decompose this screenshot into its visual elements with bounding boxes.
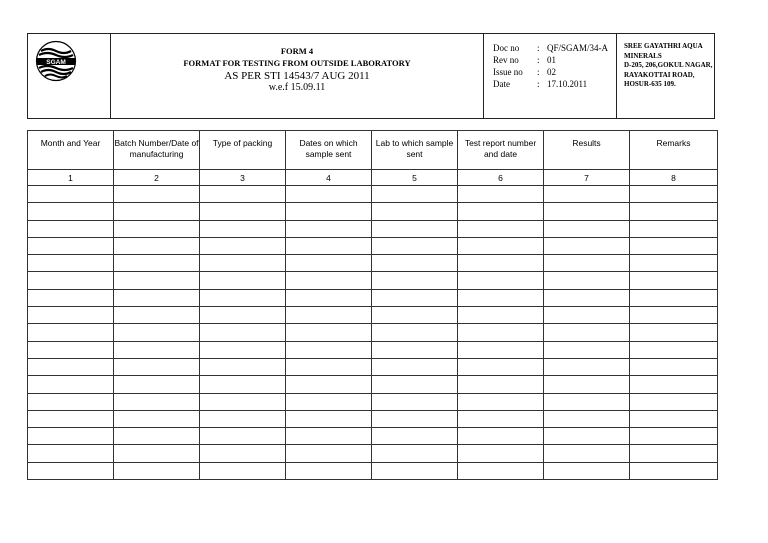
form-number: FORM 4 [280,46,314,56]
table-cell [458,445,544,462]
table-cell [200,272,286,289]
table-cell [458,186,544,203]
table-cell [114,186,200,203]
table-cell [372,324,458,341]
table-cell [544,376,630,393]
column-header: Batch Number/Date of manufacturing [114,131,200,170]
table-cell [372,393,458,410]
column-number: 5 [372,170,458,186]
table-cell [286,393,372,410]
table-row [28,272,718,289]
table-cell [458,393,544,410]
address-line: SREE GAYATHRI AQUA [624,42,703,50]
sgam-logo-icon [35,40,77,82]
table-cell [544,237,630,254]
doc-info-row [493,43,608,53]
table-cell [286,445,372,462]
table-cell [114,358,200,375]
table-cell [458,428,544,445]
table-cell [200,186,286,203]
table-cell [458,255,544,272]
table-cell [544,220,630,237]
doc-info-row [493,79,587,89]
column-header: Results [544,131,630,170]
table-row [28,237,718,254]
table-row [28,220,718,237]
table-cell [630,376,718,393]
table-cell [372,358,458,375]
table-row [28,341,718,358]
table-cell [544,358,630,375]
column-number: 2 [114,170,200,186]
form-header [27,33,715,119]
table-header-row [28,131,718,170]
table-cell [286,237,372,254]
table-cell [630,410,718,427]
table-cell [372,186,458,203]
table-cell [200,255,286,272]
table-cell [200,341,286,358]
table-cell [544,428,630,445]
column-header: Dates on which sample sent [286,131,372,170]
table-cell [28,203,114,220]
table-cell [372,272,458,289]
table-cell [286,324,372,341]
table-cell [286,220,372,237]
table-cell [286,462,372,479]
doc-info-separator: : [537,43,540,53]
doc-info-label: Issue no [493,67,523,77]
table-cell [630,393,718,410]
table-row [28,358,718,375]
table-cell [28,445,114,462]
table-cell [286,341,372,358]
table-cell [200,237,286,254]
column-number: 8 [630,170,718,186]
table-cell [458,237,544,254]
table-cell [458,289,544,306]
doc-info-value: QF/SGAM/34-A [547,43,609,53]
table-cell [200,428,286,445]
table-cell [630,289,718,306]
table-cell [630,237,718,254]
table-cell [630,428,718,445]
table-cell [458,376,544,393]
column-header: Remarks [630,131,718,170]
address-line: RAYAKOTTAI ROAD, [624,70,695,79]
table-cell [114,307,200,324]
address-line: MINERALS [624,51,662,60]
table-cell [114,220,200,237]
table-cell [458,203,544,220]
table-cell [200,203,286,220]
table-cell [114,255,200,272]
table-cell [114,203,200,220]
column-header: Month and Year [28,131,114,170]
table-cell [28,341,114,358]
table-cell [28,186,114,203]
table-cell [28,255,114,272]
column-number-row [28,170,718,186]
table-cell [544,186,630,203]
table-cell [544,255,630,272]
table-cell [458,462,544,479]
table-cell [458,358,544,375]
table-cell [544,324,630,341]
table-cell [458,307,544,324]
table-cell [286,358,372,375]
table-cell [630,186,718,203]
effective-date: w.e.f 15.09.11 [268,82,326,93]
table-cell [28,220,114,237]
table-cell [630,307,718,324]
table-cell [200,220,286,237]
column-header: Test report number and date [458,131,544,170]
table-cell [372,307,458,324]
table-cell [630,462,718,479]
table-cell [28,272,114,289]
table-cell [458,341,544,358]
table-cell [544,341,630,358]
doc-info-row [493,67,556,77]
table-cell [372,376,458,393]
address-block [624,42,716,90]
column-number: 4 [286,170,372,186]
column-number: 1 [28,170,114,186]
table-cell [28,237,114,254]
doc-info-value: 01 [547,55,556,65]
standard-reference: AS PER STI 14543/7 AUG 2011 [224,70,370,82]
table-cell [28,410,114,427]
table-cell [372,289,458,306]
doc-info-label: Doc no [493,43,520,53]
table-cell [630,272,718,289]
table-row [28,393,718,410]
document-info [484,34,617,118]
table-cell [114,237,200,254]
table-row [28,462,718,479]
table-cell [286,410,372,427]
form-title: FORMAT FOR TESTING FROM OUTSIDE LABORATORY [183,58,411,68]
table-cell [114,393,200,410]
table-cell [544,307,630,324]
table-cell [28,428,114,445]
table-row [28,410,718,427]
table-cell [28,307,114,324]
table-cell [372,410,458,427]
table-row [28,307,718,324]
table-cell [458,410,544,427]
table-cell [630,203,718,220]
table-cell [286,307,372,324]
table-cell [286,428,372,445]
table-cell [114,289,200,306]
table-cell [28,289,114,306]
table-row [28,255,718,272]
table-cell [544,203,630,220]
table-cell [372,462,458,479]
column-header: Lab to which sample sent [372,131,458,170]
table-cell [544,410,630,427]
table-cell [372,341,458,358]
table-cell [458,220,544,237]
table-cell [372,220,458,237]
title-block [111,34,484,118]
table-cell [630,324,718,341]
table-row [28,428,718,445]
table-cell [544,445,630,462]
table-cell [286,376,372,393]
table-cell [630,255,718,272]
column-header: Type of packing [200,131,286,170]
table-cell [28,462,114,479]
table-cell [286,255,372,272]
table-cell [200,324,286,341]
table-cell [458,272,544,289]
table-cell [630,341,718,358]
table-cell [114,324,200,341]
table-cell [28,324,114,341]
table-cell [114,428,200,445]
table-cell [372,428,458,445]
table-cell [114,462,200,479]
table-row [28,186,718,203]
doc-info-row [493,55,556,65]
testing-log-table [27,130,718,480]
table-cell [372,237,458,254]
table-cell [372,445,458,462]
table-cell [286,289,372,306]
table-cell [200,410,286,427]
table-cell [544,393,630,410]
doc-info-value: 02 [547,67,556,77]
column-number: 6 [458,170,544,186]
table-cell [372,255,458,272]
table-cell [286,186,372,203]
table-cell [458,324,544,341]
table-cell [286,272,372,289]
table-row [28,203,718,220]
doc-info-label: Rev no [493,55,519,65]
column-number: 3 [200,170,286,186]
table-cell [114,376,200,393]
table-cell [28,376,114,393]
table-cell [114,445,200,462]
table-cell [200,462,286,479]
address-line: HOSUR-635 109. [624,80,676,89]
table-cell [200,376,286,393]
doc-info-separator: : [537,79,540,89]
table-cell [200,445,286,462]
doc-info-value: 17.10.2011 [547,79,588,89]
table-cell [114,341,200,358]
doc-info-label: Date [493,79,510,89]
table-cell [544,272,630,289]
table-row [28,376,718,393]
company-address [617,34,714,118]
doc-info-separator: : [537,55,540,65]
logo-text: SGAM [46,59,66,66]
logo-cell [28,34,111,118]
table-cell [200,307,286,324]
table-row [28,445,718,462]
table-cell [372,203,458,220]
table-cell [630,220,718,237]
table-cell [544,462,630,479]
table-cell [114,272,200,289]
table-cell [200,358,286,375]
table-cell [28,358,114,375]
table-cell [544,289,630,306]
column-number: 7 [544,170,630,186]
table-cell [630,358,718,375]
table-row [28,289,718,306]
table-cell [200,393,286,410]
table-cell [114,410,200,427]
address-line: D-205, 206,GOKUL NAGAR, [624,61,713,70]
table-cell [28,393,114,410]
doc-info-separator: : [537,67,540,77]
table-cell [630,445,718,462]
table-cell [286,203,372,220]
table-row [28,324,718,341]
table-cell [200,289,286,306]
